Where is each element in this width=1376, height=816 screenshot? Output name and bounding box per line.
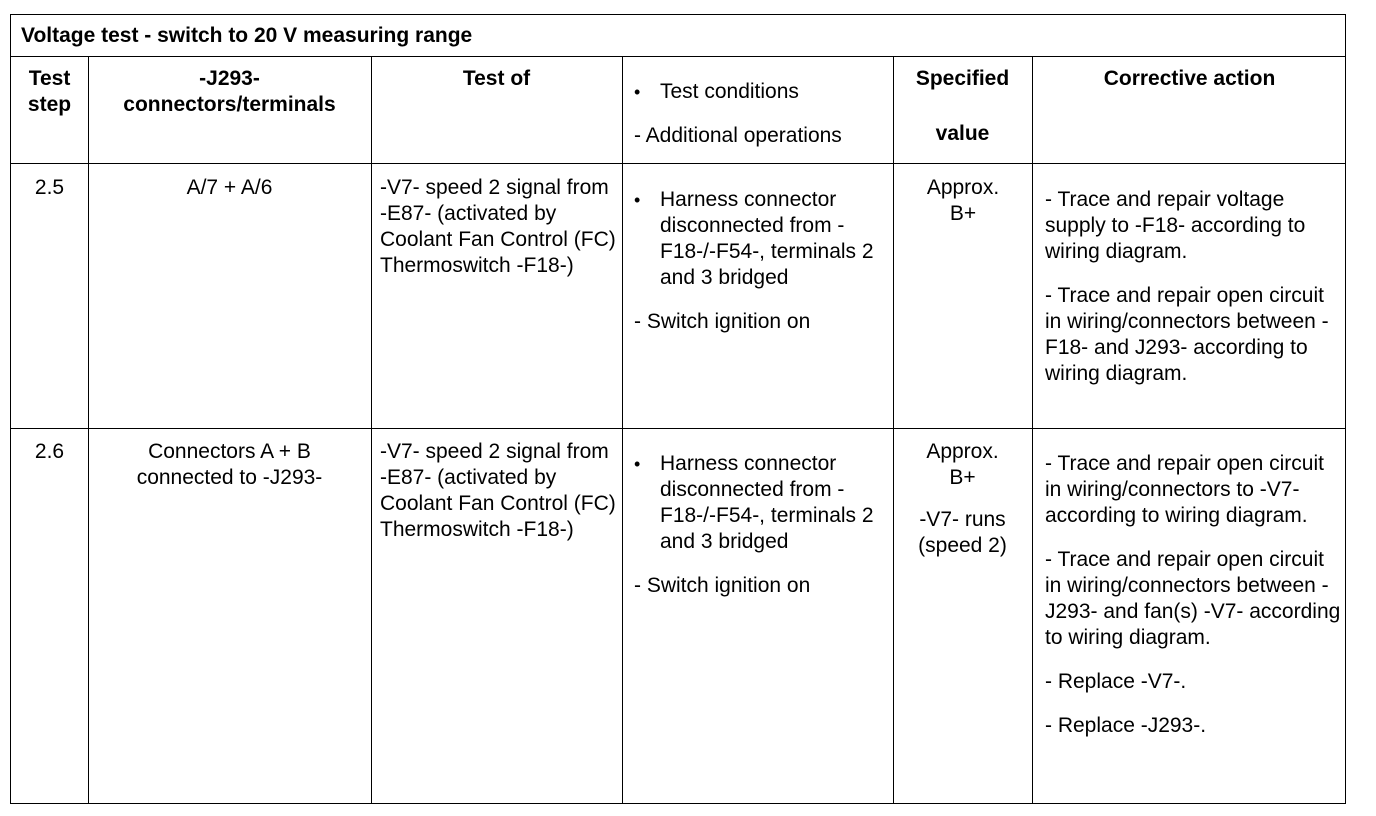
row-2-6-action-1: - Trace and repair open circuit in wiring/connectors to -V7- according to wiring diagram. — [1045, 452, 1324, 527]
row-2-5-actions — [1045, 187, 1345, 387]
row-2-6-condition-op: - Switch ignition on — [634, 574, 811, 597]
row-2-6-condition-bullet: Harness connector disconnected from -F18-/-F54-, terminals 2 and 3 bridged — [660, 452, 874, 553]
row-2-6-specified: Approx. B+ — [926, 440, 999, 489]
row-2-6-action-4: - Replace -J293-. — [1045, 714, 1207, 737]
header-specified-line1: Specified — [915, 67, 1010, 90]
header-test-of: Test of — [462, 67, 531, 90]
row-2-6-actions — [1045, 451, 1345, 739]
row-2-5-action-1: - Trace and repair voltage supply to -F18- according to wiring diagram. — [1045, 188, 1306, 263]
table-title: Voltage test - switch to 20 V measuring range — [21, 24, 473, 47]
row-2-6-test-of: -V7- speed 2 signal from -E87- (activated by Coolant Fan Control (FC) Thermoswitch -F18-) — [380, 440, 616, 541]
bullet-icon: • — [634, 82, 641, 102]
header-test-step: Test step — [27, 67, 72, 116]
col-divider-3 — [622, 56, 623, 804]
row-2-5-condition-op: - Switch ignition on — [634, 310, 811, 333]
row-2-6-action-2: - Trace and repair open circuit in wiring/connectors between -J293- and fan(s) -V7- according to wiring diagram. — [1045, 548, 1341, 649]
bullet-icon: • — [634, 190, 641, 210]
header-specified-value — [893, 66, 1032, 147]
row-2-6-action-3: - Replace -V7-. — [1045, 670, 1187, 693]
row-2-5-specified: Approx. B+ — [926, 176, 1000, 225]
row-2-6-conditions — [622, 451, 893, 599]
rule-row1 — [11, 428, 1345, 429]
row-2-5-test-of: -V7- speed 2 signal from -E87- (activated by Coolant Fan Control (FC) Thermoswitch -F18-) — [380, 176, 616, 277]
header-conditions-ops: - Additional operations — [634, 124, 842, 147]
rule-title — [11, 56, 1345, 57]
header-connectors: -J293- connectors/terminals — [123, 67, 336, 116]
col-divider-1 — [88, 56, 89, 804]
row-2-6-specified-cell — [893, 439, 1032, 559]
row-2-6-step: 2.6 — [34, 440, 65, 463]
header-test-conditions — [622, 79, 893, 149]
header-corrective-action: Corrective action — [1103, 67, 1276, 90]
header-conditions-bullet: Test conditions — [660, 80, 799, 103]
row-2-5-step: 2.5 — [34, 176, 65, 199]
row-2-5-connectors: A/7 + A/6 — [186, 176, 273, 199]
row-2-5-conditions — [622, 187, 893, 335]
col-divider-5 — [1032, 56, 1033, 804]
row-2-6-specified-extra: -V7- runs (speed 2) — [918, 508, 1007, 557]
col-divider-4 — [893, 56, 894, 804]
row-2-5-condition-bullet: Harness connector disconnected from -F18-/-F54-, terminals 2 and 3 bridged — [660, 188, 874, 289]
bullet-icon: • — [634, 454, 641, 474]
col-divider-2 — [371, 56, 372, 804]
row-2-6-connectors: Connectors A + B connected to -J293- — [136, 440, 323, 489]
voltage-test-table — [10, 14, 1346, 804]
header-specified-line2: value — [935, 122, 990, 145]
rule-header — [11, 163, 1345, 164]
row-2-5-action-2: - Trace and repair open circuit in wiring/connectors between -F18- and J293- according to wiring diagram. — [1045, 284, 1329, 385]
